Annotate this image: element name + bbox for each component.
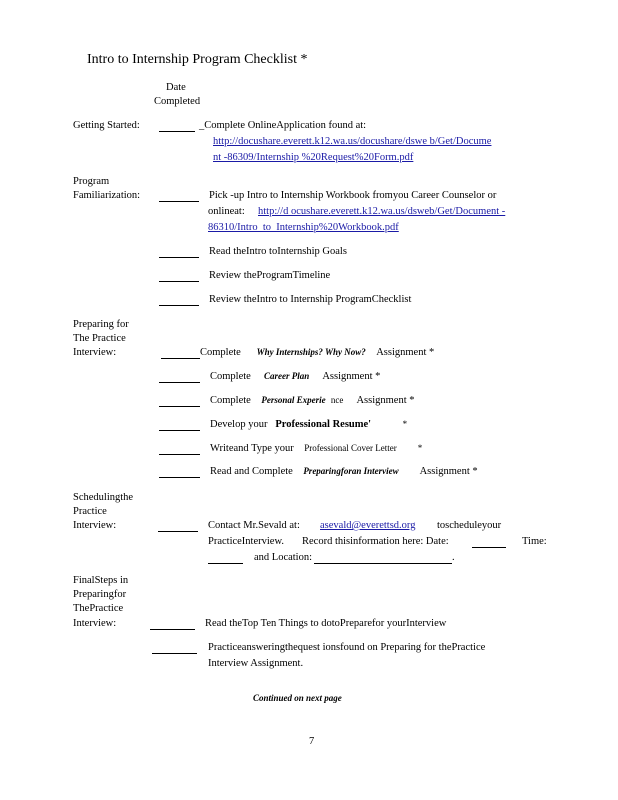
date-field-blank[interactable] bbox=[472, 537, 506, 548]
checklist-item-text: toscheduleyour bbox=[437, 520, 502, 531]
section-label-final-line3: ThePractice bbox=[73, 603, 124, 614]
time-field-blank[interactable] bbox=[208, 553, 243, 564]
checklist-item-text: Record thisinformation here: Date: bbox=[302, 536, 449, 547]
section-label-program-line2: Familiarization: bbox=[73, 190, 141, 201]
page-number: 7 bbox=[309, 736, 315, 747]
checklist-item-text: Read and Complete Preparingforan Interview Assignment * bbox=[210, 466, 478, 477]
date-blank[interactable] bbox=[158, 521, 198, 532]
date-blank[interactable] bbox=[161, 348, 200, 359]
workbook-link-line2[interactable]: 86310/Intro_to_Internship%20Workbook.pdf bbox=[208, 222, 399, 233]
section-label-scheduling-line2: Practice bbox=[73, 506, 107, 517]
application-link-line2[interactable]: nt -86309/Internship %20Request%20Form.pdf bbox=[213, 152, 414, 163]
section-label-preparing-line3: Interview: bbox=[73, 347, 117, 358]
checklist-item-text: onlineat: bbox=[208, 206, 245, 217]
checklist-item-text: Writeand Type your Professional Cover Letter * bbox=[210, 443, 423, 454]
date-blank[interactable] bbox=[159, 372, 200, 383]
date-blank[interactable] bbox=[159, 271, 199, 282]
section-label-final-line2: Preparingfor bbox=[73, 589, 127, 600]
section-label-preparing-line1: Preparing for bbox=[73, 319, 129, 330]
checklist-item-text: Interview Assignment. bbox=[208, 658, 304, 669]
date-blank[interactable] bbox=[150, 619, 195, 630]
section-label-scheduling-line3: Interview: bbox=[73, 520, 117, 531]
checklist-item-text: Contact Mr.Sevald at: bbox=[208, 520, 300, 531]
checklist-item-text: Practiceansweringthequest ionsfound on Preparing for thePractice bbox=[208, 642, 486, 653]
workbook-link-line1[interactable]: http://d ocushare.everett.k12.wa.us/dsweb/Get/Document - bbox=[258, 206, 506, 217]
date-blank[interactable] bbox=[159, 420, 200, 431]
section-label-scheduling-line1: Schedulingthe bbox=[73, 492, 134, 503]
date-blank[interactable] bbox=[159, 396, 200, 407]
date-header-line2: Completed bbox=[154, 96, 201, 107]
section-label-program-line1: Program bbox=[73, 176, 110, 187]
date-blank[interactable] bbox=[152, 643, 197, 654]
date-blank[interactable] bbox=[159, 121, 195, 132]
section-label-final-line4: Interview: bbox=[73, 618, 117, 629]
checklist-item-text: and Location: bbox=[254, 552, 313, 563]
email-link[interactable]: asevald@everettsd.org bbox=[320, 520, 416, 531]
date-blank[interactable] bbox=[159, 467, 200, 478]
checklist-item-text: Complete Career Plan Assignment * bbox=[210, 371, 381, 382]
date-blank[interactable] bbox=[159, 191, 199, 202]
section-label-getting-started: Getting Started: bbox=[73, 120, 140, 131]
checklist-item-text: PracticeInterview. bbox=[208, 536, 284, 547]
date-header-line1: Date bbox=[166, 82, 186, 93]
checklist-item-text: Complete Why Internships? Why Now? Assignment * bbox=[200, 347, 435, 358]
continued-note: Continued on next page bbox=[253, 693, 342, 703]
checklist-item-text: Complete Personal Experie nce Assignment * bbox=[210, 395, 415, 406]
section-label-final-line1: FinalSteps in bbox=[73, 575, 129, 586]
application-link-line1[interactable]: http://docushare.everett.k12.wa.us/docushare/dswe b/Get/Docume bbox=[213, 136, 492, 147]
date-blank[interactable] bbox=[159, 247, 199, 258]
checklist-item-text: Time: bbox=[522, 536, 547, 547]
date-blank[interactable] bbox=[159, 295, 199, 306]
checklist-item-text: Pick -up Intro to Internship Workbook fromyou Career Counselor or bbox=[209, 190, 497, 201]
date-blank[interactable] bbox=[159, 444, 200, 455]
page-title: Intro to Internship Program Checklist * bbox=[87, 52, 308, 67]
checklist-item-text: Read theIntro toInternship Goals bbox=[209, 246, 347, 257]
checklist-item-text: Develop your Professional Resume' * bbox=[210, 419, 408, 430]
checklist-item-text: Review theProgramTimeline bbox=[209, 270, 331, 281]
period: . bbox=[452, 552, 455, 563]
checklist-item-text: _Complete OnlineApplication found at: bbox=[199, 120, 367, 131]
location-field-blank[interactable] bbox=[314, 553, 452, 564]
checklist-item-text: Review theIntro to Internship ProgramChecklist bbox=[209, 294, 412, 305]
checklist-item-text: Read theTop Ten Things to dotoPreparefor yourInterview bbox=[205, 618, 447, 629]
section-label-preparing-line2: The Practice bbox=[73, 333, 126, 344]
